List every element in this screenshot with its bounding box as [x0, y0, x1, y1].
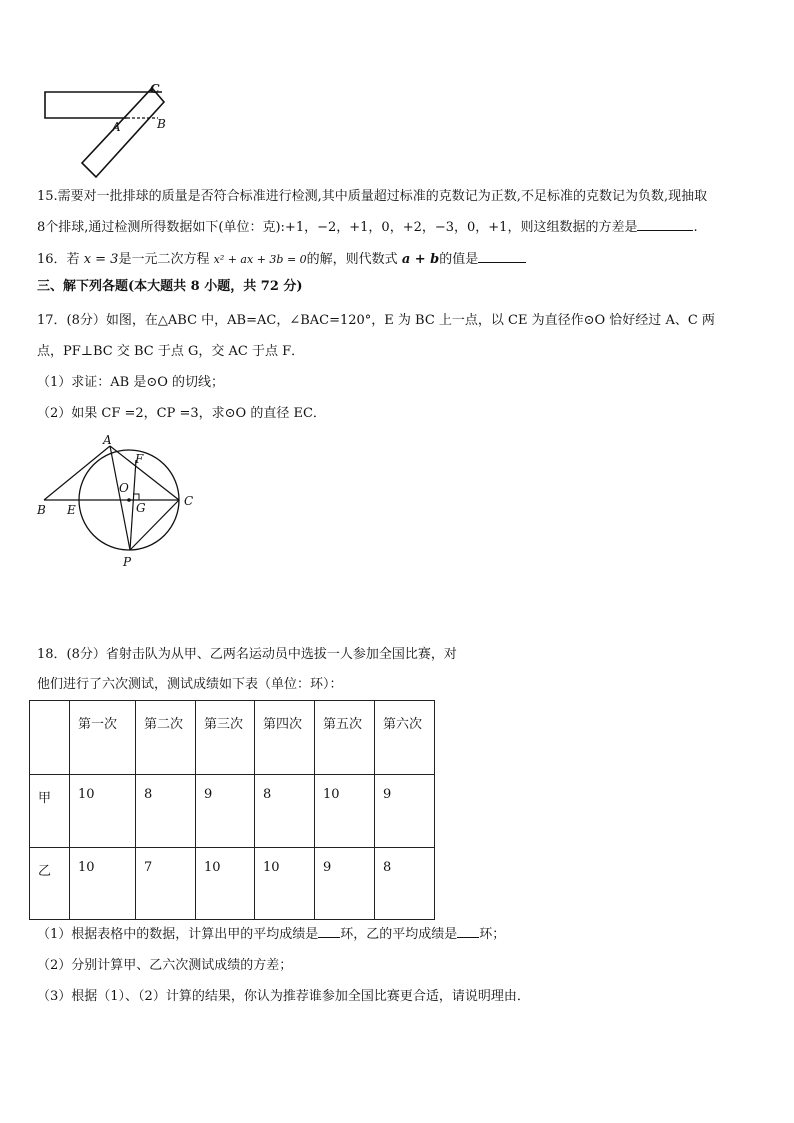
q18-line1: 18．(8分）省射击队为从甲、乙两名运动员中选拔一人参加全国比赛，对 [37, 647, 457, 662]
label-B: B [157, 117, 166, 131]
q18-part3: （3）根据（1）、（2）计算的结果，你认为推荐谁参加全国比赛更合适，请说明理由． [37, 989, 530, 1004]
table-cell: 9 [375, 775, 435, 848]
q17-part1: （1）求证：AB 是⊙O 的切线； [37, 375, 225, 390]
label-C: C [184, 494, 194, 508]
table-header-cell: 第五次 [315, 701, 375, 775]
section3-title: 三、解下列各题(本大题共 8 小题，共 72 分) [37, 279, 303, 294]
line-AP [110, 446, 130, 550]
table-cell: 10 [70, 848, 136, 920]
circle-triangle-svg [30, 430, 210, 575]
table-cell: 10 [196, 848, 255, 920]
q16-answer-blank[interactable] [478, 250, 526, 263]
label-C: C [150, 82, 160, 96]
label-B: B [37, 503, 46, 517]
q16-x-eq: x = 3 [83, 252, 119, 267]
table-header-cell [30, 701, 70, 775]
score-table [29, 700, 435, 920]
table-cell: 8 [255, 775, 315, 848]
table-cell: 9 [315, 848, 375, 920]
label-O: O [119, 481, 129, 495]
q18-part1-a: （1）根据表格中的数据，计算出甲的平均成绩是 [37, 927, 319, 942]
table-header-cell: 第六次 [375, 701, 435, 775]
table-header-row [30, 701, 435, 775]
table-cell: 8 [136, 775, 196, 848]
q17-line2: 点，PF⊥BC 交 BC 于点 G，交 AC 于点 F． [37, 344, 305, 359]
table-row-name: 乙 [30, 848, 70, 920]
table-cell: 7 [136, 848, 196, 920]
table-row [30, 775, 435, 848]
q16-suffix: 的值是 [439, 252, 479, 267]
q15-line2-end: . [693, 220, 698, 235]
table-cell: 10 [255, 848, 315, 920]
line-BA [44, 446, 110, 500]
q15-line1: 15.需要对一批排球的质量是否符合标准进行检测,其中质量超过标准的克数记为正数,不足标准的克数记为负数,现抽取 [37, 189, 708, 204]
table-cell: 9 [196, 775, 255, 848]
table-header-cell: 第三次 [196, 701, 255, 775]
table-header-cell: 第二次 [136, 701, 196, 775]
q17-line1: 17．(8分）如图，在△ABC 中，AB=AC，∠BAC=120°，E 为 BC 上一点，以 CE 为直径作⊙O 恰好经过 A、C 两 [37, 313, 715, 328]
q18-blank-jia[interactable] [318, 925, 340, 938]
table-cell: 10 [315, 775, 375, 848]
label-G: G [136, 501, 146, 515]
q18-part1 [37, 925, 505, 944]
q15-line2 [37, 218, 698, 237]
table-cell: 10 [70, 775, 136, 848]
q16-prefix: 16．若 [37, 252, 80, 267]
q16-mid2: 的解，则代数式 [306, 252, 398, 267]
label-A: A [103, 433, 112, 447]
q17-part2: （2）如果 CF =2，CP =3，求⊙O 的直径 EC． [37, 406, 326, 421]
label-P: P [123, 555, 132, 569]
folded-strip-figure [40, 80, 180, 184]
label-E: E [67, 503, 76, 517]
q15-line2-text: 8个排球,通过检测所得数据如下(单位：克):+1，−2，+1，0，+2，−3，0，+1，则这组数据的方差是 [37, 220, 638, 235]
q18-part2: （2）分别计算甲、乙六次测试成绩的方差； [37, 958, 293, 973]
table-header-cell: 第一次 [70, 701, 136, 775]
folded-strip-svg [40, 80, 180, 180]
strip-diagonal [82, 88, 164, 177]
q15-answer-blank[interactable] [637, 218, 693, 231]
label-F: F [135, 452, 144, 466]
q18-part1-c: 环； [479, 927, 506, 942]
label-A: A [112, 120, 121, 134]
q18-blank-yi[interactable] [457, 925, 479, 938]
q18-part1-b: 环，乙的平均成绩是 [340, 927, 458, 942]
q16-expr: a + b [401, 252, 440, 267]
table-header-cell: 第四次 [255, 701, 315, 775]
q16-equation: x² + ax + 3b = 0 [213, 253, 307, 266]
q18-line2: 他们进行了六次测试，测试成绩如下表（单位：环）： [37, 677, 343, 692]
table-row [30, 848, 435, 920]
q16-mid: 是一元二次方程 [118, 252, 210, 267]
circle-triangle-figure [30, 430, 210, 579]
table-cell: 8 [375, 848, 435, 920]
q16-line [37, 250, 526, 269]
center-dot [127, 498, 131, 502]
table-row-name: 甲 [30, 775, 70, 848]
